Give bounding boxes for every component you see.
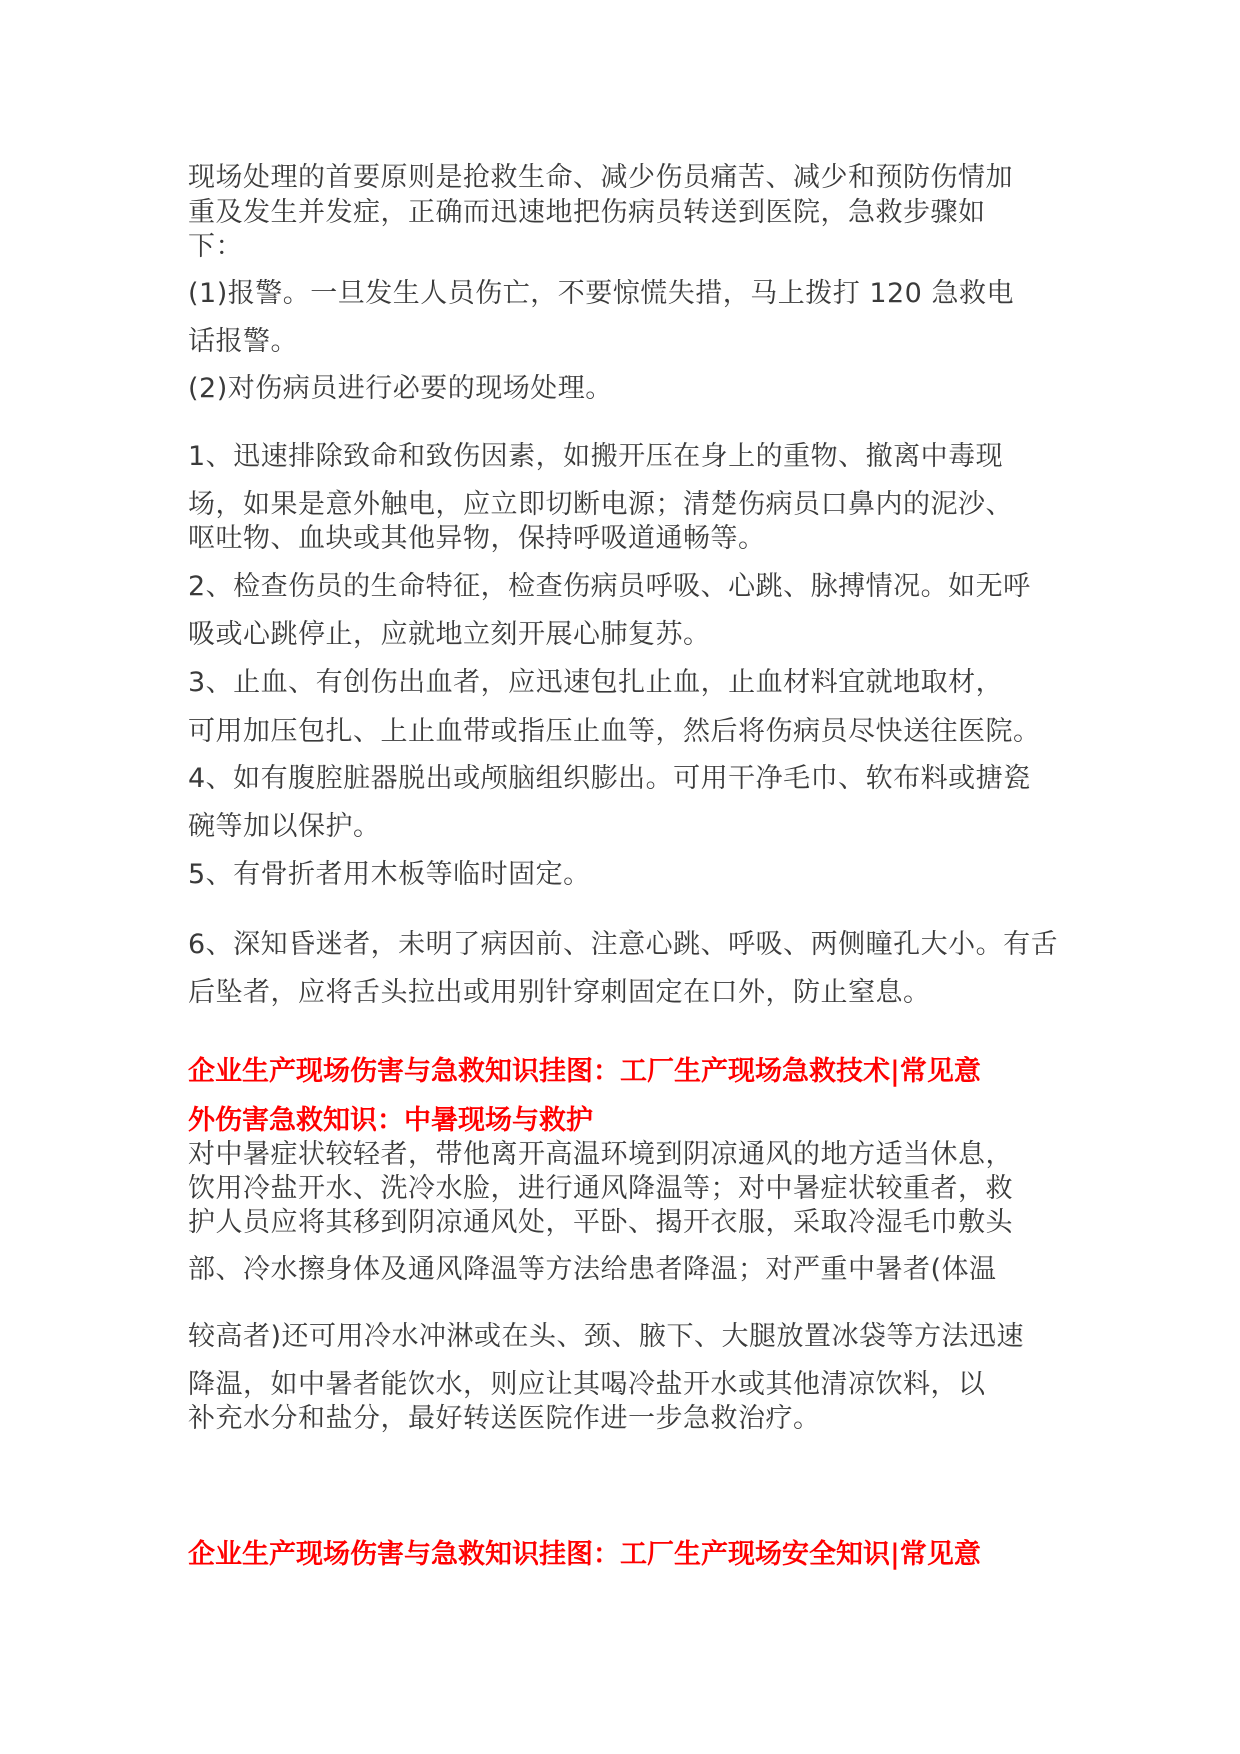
text-line: 重及发生并发症，正确而迅速地把伤病员转送到医院，急救步骤如: [188, 197, 986, 228]
text-line: 话报警。: [188, 326, 298, 357]
text-line: 对中暑症状较轻者，带他离开高温环境到阴凉通风的地方适当休息，: [188, 1139, 1013, 1170]
text-line: 1、迅速排除致命和致伤因素，如搬开压在身上的重物、撤离中毒现: [188, 441, 1004, 472]
text-line: 场，如果是意外触电，应立即切断电源；清楚伤病员口鼻内的泥沙、: [188, 489, 1013, 520]
heading-line: 外伤害急救知识：中暑现场与救护: [188, 1105, 593, 1136]
text-line: 4、如有腹腔脏器脱出或颅脑组织膨出。可用干净毛巾、软布料或搪瓷: [188, 763, 1031, 794]
text-line: 3、止血、有创伤出血者，应迅速包扎止血，止血材料宜就地取材，: [188, 667, 1004, 698]
text-line: 后坠者，应将舌头拉出或用别针穿刺固定在口外，防止窒息。: [188, 977, 931, 1008]
heading-line: 企业生产现场伤害与急救知识挂图：工厂生产现场急救技术|常见意: [188, 1056, 981, 1087]
text-line: 饮用冷盐开水、洗冷水脸，进行通风降温等；对中暑症状较重者，救: [188, 1173, 1013, 1204]
text-line: 降温，如中暑者能饮水，则应让其喝冷盐开水或其他清凉饮料，以: [188, 1369, 986, 1400]
text-line: 可用加压包扎、上止血带或指压止血等，然后将伤病员尽快送往医院。: [188, 716, 1041, 747]
text-line: 补充水分和盐分，最好转送医院作进一步急救治疗。: [188, 1403, 821, 1434]
text-line: 护人员应将其移到阴凉通风处，平卧、揭开衣服，采取冷湿毛巾敷头: [188, 1207, 1013, 1238]
heading-line: 企业生产现场伤害与急救知识挂图：工厂生产现场安全知识|常见意: [188, 1539, 981, 1570]
text-line: 呕吐物、血块或其他异物，保持呼吸道通畅等。: [188, 523, 766, 554]
text-line: 部、冷水擦身体及通风降温等方法给患者降温；对严重中暑者(体温: [188, 1254, 997, 1285]
text-line: (1)报警。一旦发生人员伤亡，不要惊慌失措，马上拨打 120 急救电: [188, 278, 1014, 309]
text-line: 较高者)还可用冷水冲淋或在头、颈、腋下、大腿放置冰袋等方法迅速: [188, 1321, 1025, 1352]
text-line: 下：: [188, 231, 243, 262]
text-line: 6、深知昏迷者，未明了病因前、注意心跳、呼吸、两侧瞳孔大小。有舌: [188, 929, 1059, 960]
text-line: 碗等加以保护。: [188, 811, 381, 842]
text-line: (2)对伤病员进行必要的现场处理。: [188, 373, 613, 404]
text-line: 现场处理的首要原则是抢救生命、减少伤员痛苦、减少和预防伤情加: [188, 162, 1013, 193]
text-line: 吸或心跳停止，应就地立刻开展心肺复苏。: [188, 619, 711, 650]
text-line: 5、有骨折者用木板等临时固定。: [188, 859, 591, 890]
text-line: 2、检查伤员的生命特征，检查伤病员呼吸、心跳、脉搏情况。如无呼: [188, 571, 1031, 602]
